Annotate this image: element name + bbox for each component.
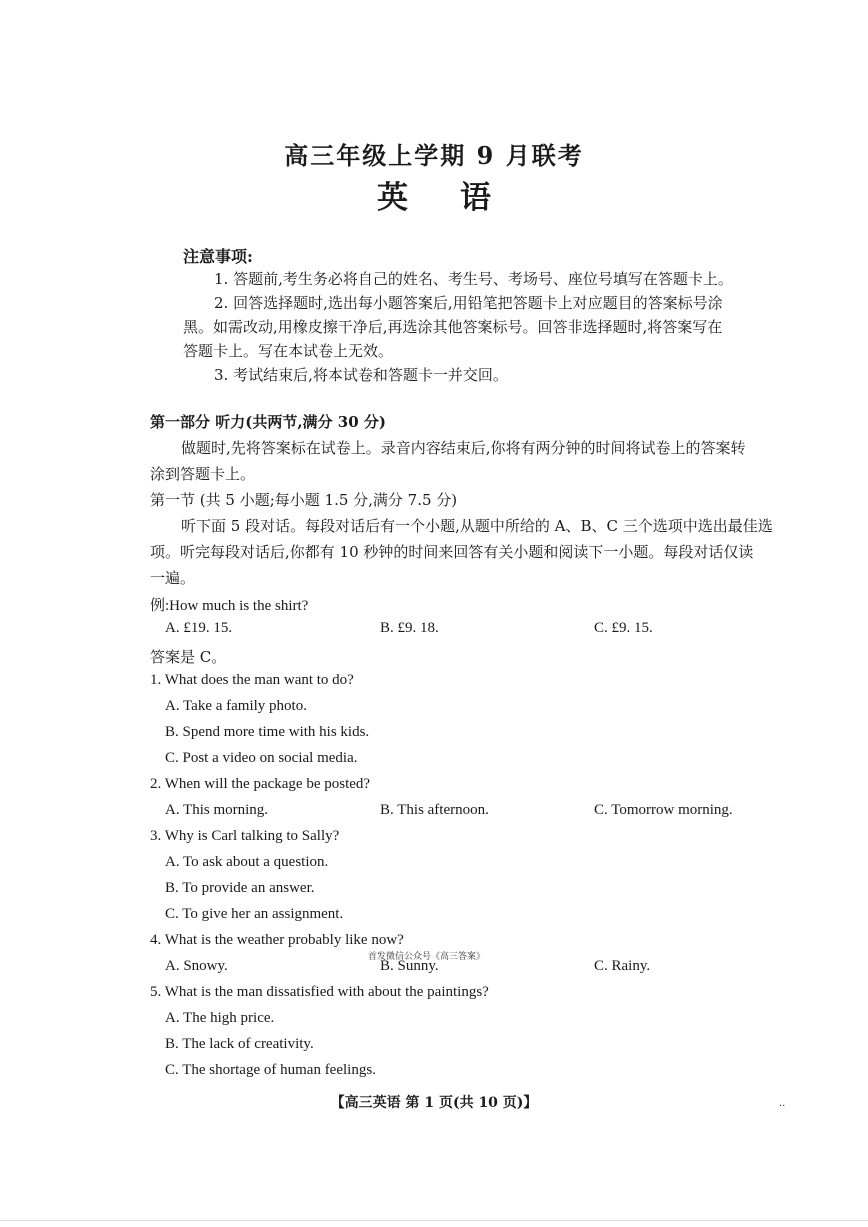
question-5-option-b: B. The lack of creativity.: [165, 1036, 314, 1052]
question-4-option-c: C. Rainy.: [594, 958, 651, 974]
question-1-stem: 1. What does the man want to do?: [150, 672, 354, 688]
section1-line-1: 听下面 5 段对话。每段对话后有一个小题,从题中所给的 A、B、C 三个选项中选出最佳选: [181, 517, 773, 535]
subject-title: 英语: [377, 180, 543, 216]
page-footer: 【高三英语 第 1 页(共 10 页)】: [330, 1095, 538, 1111]
watermark-text: 首发微信公众号《高三答案》: [368, 952, 486, 962]
scan-dots: ..: [779, 1098, 786, 1109]
example-option-c: C. £9. 15.: [594, 620, 653, 636]
question-4-option-b: B. Sunny.: [380, 958, 439, 974]
question-5-option-c: C. The shortage of human feelings.: [165, 1062, 376, 1078]
example-option-b: B. £9. 18.: [380, 620, 439, 636]
part1-intro-line-1: 做题时,先将答案标在试卷上。录音内容结束后,你将有两分钟的时间将试卷上的答案转: [181, 439, 746, 457]
page-bottom-edge: [0, 1220, 868, 1221]
example-option-a: A. £19. 15.: [165, 620, 233, 636]
exam-title: 高三年级上学期 9 月联考: [284, 141, 584, 170]
question-1-option-a: A. Take a family photo.: [165, 698, 307, 714]
question-3-option-c: C. To give her an assignment.: [165, 906, 344, 922]
question-5-stem: 5. What is the man dissatisfied with about the paintings?: [150, 984, 489, 1000]
question-3-option-a: A. To ask about a question.: [165, 854, 329, 870]
notice-item-2-line-1: 2. 回答选择题时,选出每小题答案后,用铅笔把答题卡上对应题目的答案标号涂: [214, 294, 723, 312]
notice-item-2-line-3: 答题卡上。写在本试卷上无效。: [183, 342, 394, 360]
notice-item-1: 1. 答题前,考生务必将自己的姓名、考生号、考场号、座位号填写在答题卡上。: [214, 270, 733, 288]
part1-intro-line-2: 涂到答题卡上。: [150, 465, 256, 483]
section1-line-3: 一遍。: [150, 569, 196, 587]
question-3-stem: 3. Why is Carl talking to Sally?: [150, 828, 340, 844]
question-1-option-b: B. Spend more time with his kids.: [165, 724, 370, 740]
question-2-stem: 2. When will the package be posted?: [150, 776, 371, 792]
question-5-option-a: A. The high price.: [165, 1010, 275, 1026]
part1-heading: 第一部分 听力(共两节,满分 30 分): [150, 413, 386, 431]
notice-item-3: 3. 考试结束后,将本试卷和答题卡一并交回。: [214, 366, 508, 384]
question-2-option-c: C. Tomorrow morning.: [594, 802, 733, 818]
section1-line-2: 项。听完每段对话后,你都有 10 秒钟的时间来回答有关小题和阅读下一小题。每段对话仅读: [150, 543, 754, 561]
notice-heading: 注意事项:: [183, 247, 253, 266]
notice-item-2-line-2: 黑。如需改动,用橡皮擦干净后,再选涂其他答案标号。回答非选择题时,将答案写在: [183, 318, 723, 336]
question-2-option-b: B. This afternoon.: [380, 802, 489, 818]
example-question: 例:How much is the shirt?: [150, 598, 309, 614]
section1-heading: 第一节 (共 5 小题;每小题 1.5 分,满分 7.5 分): [150, 491, 458, 509]
example-answer: 答案是 C。: [150, 648, 227, 666]
question-3-option-b: B. To provide an answer.: [165, 880, 315, 896]
question-4-option-a: A. Snowy.: [165, 958, 228, 974]
question-1-option-c: C. Post a video on social media.: [165, 750, 358, 766]
question-2-option-a: A. This morning.: [165, 802, 269, 818]
question-4-stem: 4. What is the weather probably like now?: [150, 932, 404, 948]
